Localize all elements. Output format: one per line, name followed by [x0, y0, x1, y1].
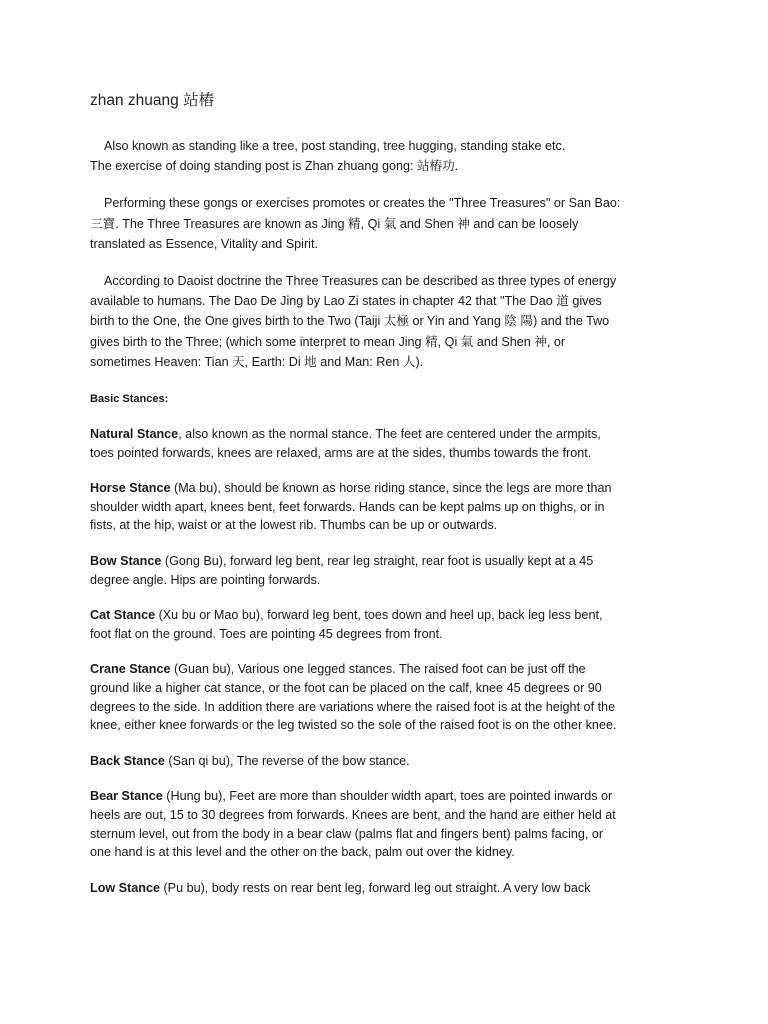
stance-crane	[90, 660, 678, 734]
stance-text-line: degrees to the side. In addition there are variations where the raised foot is at the height of the	[90, 699, 616, 714]
stance-text-line: ground like a higher cat stance, or the foot can be placed on the calf, knee 45 degrees or 90	[90, 680, 602, 695]
stance-text-line: (Ma bu), should be known as horse riding stance, since the legs are more than	[170, 481, 612, 496]
stance-text-line: heels are out, 15 to 30 degrees from forwards. Knees are bent, and the hand are either held at	[90, 807, 616, 822]
intro-paragraph-1	[90, 136, 678, 176]
stance-text-line: , also known as the normal stance. The feet are centered under the armpits,	[178, 427, 601, 442]
document-title: zhan zhuang 站樁	[90, 92, 215, 109]
stance-text-line: degree angle. Hips are pointing forwards.	[90, 572, 321, 587]
intro-paragraph-2-line-3: translated as Essence, Vitality and Spirit.	[90, 236, 318, 251]
intro-paragraph-2-line-2: 三寶. The Three Treasures are known as Jing 精, Qi 氣 and Shen 神 and can be loosely	[90, 216, 579, 231]
stance-text-line: (Pu bu), body rests on rear bent leg, forward leg out straight. A very low back	[159, 880, 591, 895]
stance-name: Cat Stance	[90, 608, 156, 623]
stance-text-line: knee, either knee forwards or the leg twisted so the sole of the raised foot is on the other knee.	[90, 718, 617, 733]
intro-paragraph-1-line-2: The exercise of doing standing post is Zhan zhuang gong: 站樁功.	[90, 159, 459, 174]
stance-text-line: one hand is at this level and the other on the back, palm out over the kidney.	[90, 845, 515, 860]
stance-name: Bear Stance	[90, 789, 163, 804]
stance-text-line: (Guan bu), Various one legged stances. The raised foot can be just off the	[170, 662, 586, 677]
stance-name: Back Stance	[90, 753, 165, 768]
stance-back	[90, 752, 678, 771]
intro-paragraph-3-line-3: birth to the One, the One gives birth to the Two (Taiji 太極 or Yin and Yang 陰 陽) and the Two	[90, 314, 610, 329]
section-heading: Basic Stances:	[90, 393, 169, 406]
stance-bow	[90, 552, 678, 589]
stance-text-line: (Gong Bu), forward leg bent, rear leg straight, rear foot is usually kept at a 45	[161, 554, 594, 568]
stance-text-line: foot flat on the ground. Toes are pointing 45 degrees from front.	[90, 626, 443, 641]
intro-paragraph-1-line-1: Also known as standing like a tree, post standing, tree hugging, standing stake etc.	[104, 139, 566, 153]
stance-name: Horse Stance	[90, 481, 171, 496]
stances-list	[90, 425, 678, 897]
stance-text-line: shoulder width apart, knees bent, feet forwards. Hands can be kept palms up on thighs, or in	[90, 499, 605, 514]
intro-paragraph-3-line-5: sometimes Heaven: Tian 天, Earth: Di 地 and Man: Ren 人).	[90, 354, 424, 369]
intro-paragraph-3-line-2: available to humans. The Dao De Jing by Lao Zi states in chapter 42 that "The Dao 道 gives	[90, 294, 602, 309]
stance-text-line: (San qi bu), The reverse of the bow stance.	[164, 753, 410, 768]
stance-text-line: toes pointed forwards, knees are relaxed, arms are at the sides, thumbs towards the front.	[90, 445, 592, 460]
stance-name: Low Stance	[90, 880, 160, 895]
stance-text-line: sternum level, out from the body in a bear claw (palms flat and fingers bent) palms facing, or	[90, 826, 604, 841]
stance-name: Crane Stance	[90, 662, 171, 677]
intro-paragraph-2	[90, 193, 678, 254]
document-page	[90, 91, 678, 914]
intro-section	[90, 136, 678, 372]
stance-name: Natural Stance	[90, 427, 179, 442]
stance-name: Bow Stance	[90, 554, 162, 568]
intro-paragraph-3-line-4: gives birth to the Three; (which some interpret to mean Jing 精, Qi 氣 and Shen 神, or	[90, 334, 566, 349]
stance-text-line: (Xu bu or Mao bu), forward leg bent, toes down and heel up, back leg less bent,	[155, 608, 603, 623]
stance-low	[90, 879, 678, 898]
stance-horse	[90, 479, 678, 535]
stance-natural	[90, 425, 678, 462]
intro-paragraph-3-line-1: According to Daoist doctrine the Three Treasures can be described as three types of energy	[104, 274, 617, 289]
stance-cat	[90, 606, 678, 643]
stance-text-line: fists, at the hip, waist or at the lowest rib. Thumbs can be up or outwards.	[90, 518, 498, 533]
intro-paragraph-3	[90, 271, 678, 372]
intro-paragraph-2-line-1: Performing these gongs or exercises promotes or creates the "Three Treasures" or San Bao:	[104, 196, 621, 211]
stance-text-line: (Hung bu), Feet are more than shoulder width apart, toes are pointed inwards or	[162, 789, 613, 804]
stance-bear	[90, 787, 678, 861]
